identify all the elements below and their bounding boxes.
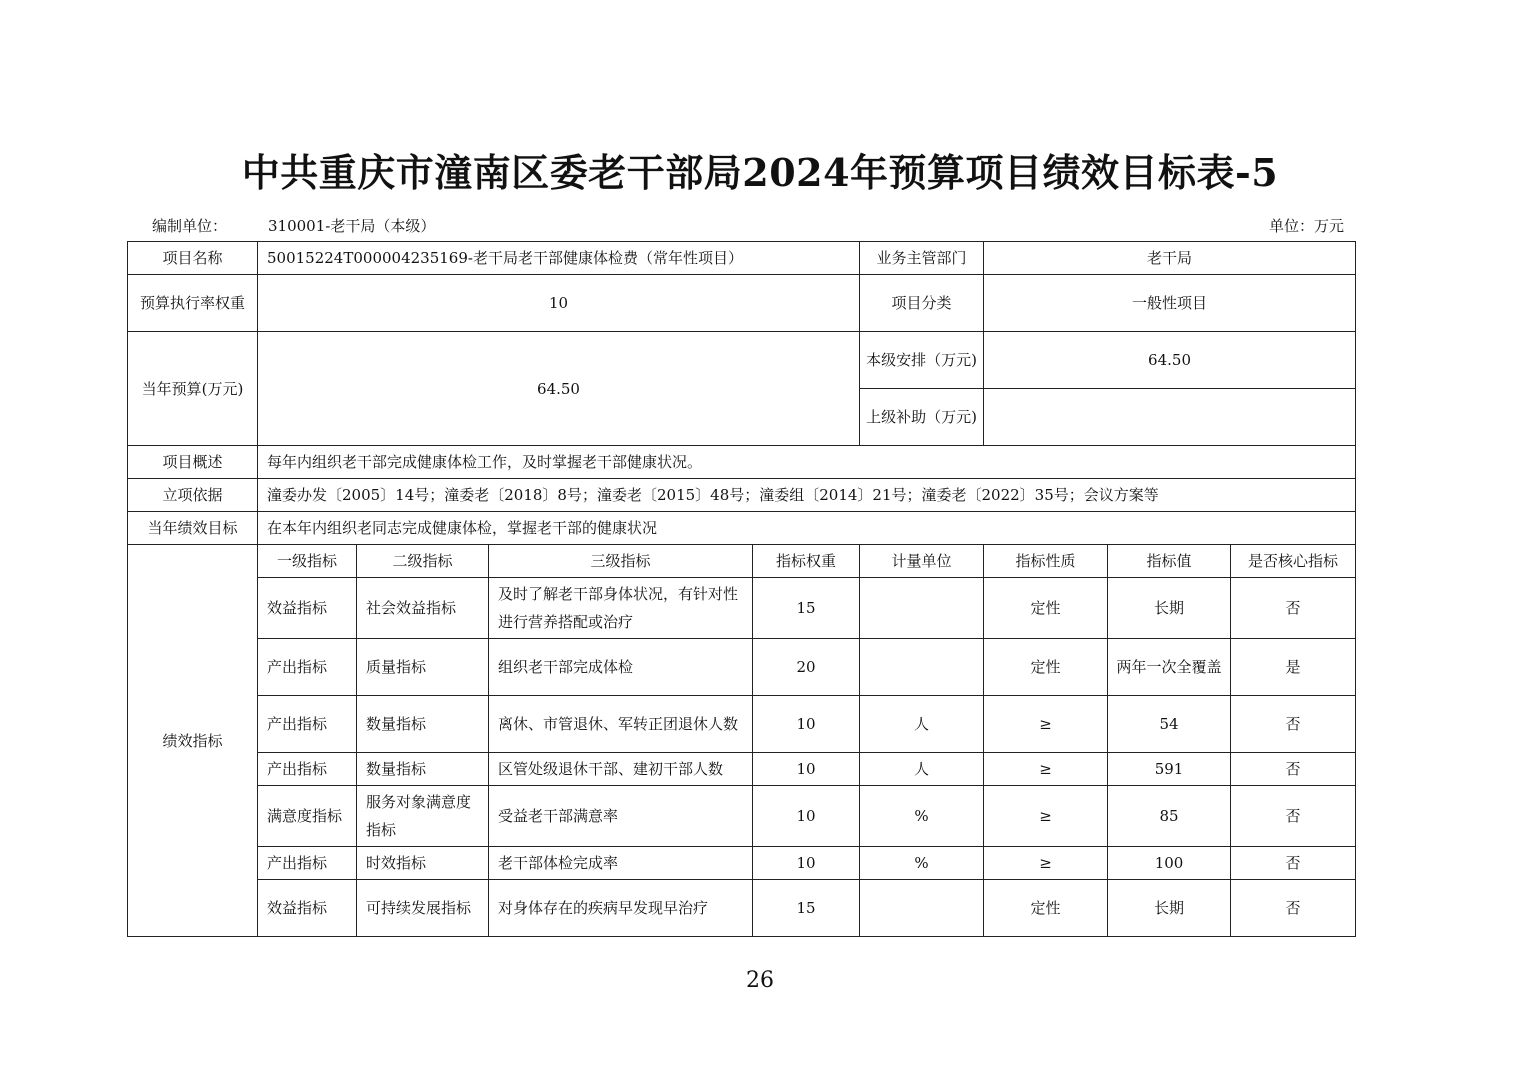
- project-name-value: 50015224T000004235169-老干局老干部健康体检费（常年性项目）: [258, 242, 860, 275]
- table-row: [128, 786, 1356, 847]
- goal-value: 在本年内组织老同志完成健康体检，掌握老干部的健康状况: [258, 512, 1356, 545]
- cell-level2: 质量指标: [357, 639, 489, 696]
- cell-level3: 老干部体检完成率: [489, 847, 753, 880]
- overview-label: 项目概述: [128, 446, 258, 479]
- cell-nature: ≥: [984, 786, 1108, 847]
- cell-nature: 定性: [984, 639, 1108, 696]
- cell-nature: 定性: [984, 880, 1108, 937]
- category-label: 项目分类: [860, 275, 984, 332]
- cell-level3: 区管处级退休干部、建初干部人数: [489, 753, 753, 786]
- table-row: [128, 578, 1356, 639]
- cell-nature: 定性: [984, 578, 1108, 639]
- project-name-label: 项目名称: [128, 242, 258, 275]
- cell-unit: [860, 880, 984, 937]
- cell-nature: ≥: [984, 847, 1108, 880]
- upper-label: 上级补助（万元): [860, 389, 984, 446]
- header-value: 指标值: [1108, 545, 1231, 578]
- cell-unit: %: [860, 847, 984, 880]
- cell-level1: 产出指标: [258, 753, 357, 786]
- cell-level1: 效益指标: [258, 880, 357, 937]
- org-value: 310001-老干局（本级）: [268, 217, 436, 235]
- basis-label: 立项依据: [128, 479, 258, 512]
- cell-value: 591: [1108, 753, 1231, 786]
- cell-unit: [860, 639, 984, 696]
- cell-level2: 数量指标: [357, 753, 489, 786]
- local-value: 64.50: [984, 332, 1356, 389]
- table-row: [128, 639, 1356, 696]
- basis-value: 潼委办发〔2005〕14号；潼委老〔2018〕8号；潼委老〔2015〕48号；潼委组〔2014〕21号；潼委老〔2022〕35号；会议方案等: [258, 479, 1356, 512]
- cell-weight: 10: [753, 753, 860, 786]
- weight-value: 10: [258, 275, 860, 332]
- table-row: [128, 696, 1356, 753]
- cell-unit: 人: [860, 696, 984, 753]
- local-label: 本级安排（万元): [860, 332, 984, 389]
- goal-label: 当年绩效目标: [128, 512, 258, 545]
- cell-core: 否: [1231, 786, 1356, 847]
- cell-nature: ≥: [984, 696, 1108, 753]
- org-label: 编制单位：: [152, 217, 228, 235]
- cell-level3: 及时了解老干部身体状况，有针对性进行营养搭配或治疗: [489, 578, 753, 639]
- cell-value: 100: [1108, 847, 1231, 880]
- cell-value: 85: [1108, 786, 1231, 847]
- weight-label: 预算执行率权重: [128, 275, 258, 332]
- cell-core: 否: [1231, 578, 1356, 639]
- cell-core: 否: [1231, 847, 1356, 880]
- table-row: [128, 847, 1356, 880]
- header-unit: 计量单位: [860, 545, 984, 578]
- cell-weight: 15: [753, 880, 860, 937]
- header-nature: 指标性质: [984, 545, 1108, 578]
- cell-level2: 数量指标: [357, 696, 489, 753]
- cell-value: 54: [1108, 696, 1231, 753]
- cell-core: 否: [1231, 696, 1356, 753]
- cell-level1: 产出指标: [258, 847, 357, 880]
- category-value: 一般性项目: [984, 275, 1356, 332]
- cell-unit: 人: [860, 753, 984, 786]
- cell-weight: 10: [753, 696, 860, 753]
- cell-weight: 15: [753, 578, 860, 639]
- header-level1: 一级指标: [258, 545, 357, 578]
- cell-core: 否: [1231, 880, 1356, 937]
- budget-value: 64.50: [258, 332, 860, 446]
- cell-unit: [860, 578, 984, 639]
- cell-core: 否: [1231, 753, 1356, 786]
- cell-level2: 服务对象满意度指标: [357, 786, 489, 847]
- indicators-section-label: 绩效指标: [128, 545, 258, 937]
- cell-unit: %: [860, 786, 984, 847]
- cell-weight: 10: [753, 847, 860, 880]
- cell-level1: 产出指标: [258, 639, 357, 696]
- dept-label: 业务主管部门: [860, 242, 984, 275]
- cell-level3: 受益老干部满意率: [489, 786, 753, 847]
- table-row: [128, 880, 1356, 937]
- page-title: 中共重庆市潼南区委老干部局2024年预算项目绩效目标表-5: [241, 150, 1279, 195]
- performance-table: [127, 241, 1356, 937]
- dept-value: 老干局: [984, 242, 1356, 275]
- header-weight: 指标权重: [753, 545, 860, 578]
- cell-level2: 社会效益指标: [357, 578, 489, 639]
- cell-level3: 组织老干部完成体检: [489, 639, 753, 696]
- cell-value: 长期: [1108, 578, 1231, 639]
- header-level3: 三级指标: [489, 545, 753, 578]
- cell-core: 是: [1231, 639, 1356, 696]
- cell-weight: 20: [753, 639, 860, 696]
- cell-level1: 效益指标: [258, 578, 357, 639]
- header-level2: 二级指标: [357, 545, 489, 578]
- cell-level2: 时效指标: [357, 847, 489, 880]
- upper-value: [984, 389, 1356, 446]
- overview-value: 每年内组织老干部完成健康体检工作，及时掌握老干部健康状况。: [258, 446, 1356, 479]
- cell-value: 两年一次全覆盖: [1108, 639, 1231, 696]
- cell-weight: 10: [753, 786, 860, 847]
- cell-value: 长期: [1108, 880, 1231, 937]
- cell-level3: 离休、市管退休、军转正团退休人数: [489, 696, 753, 753]
- cell-level1: 满意度指标: [258, 786, 357, 847]
- unit-label: 单位：万元: [1268, 217, 1344, 235]
- cell-level2: 可持续发展指标: [357, 880, 489, 937]
- cell-nature: ≥: [984, 753, 1108, 786]
- header-core: 是否核心指标: [1231, 545, 1356, 578]
- budget-label: 当年预算(万元): [128, 332, 258, 446]
- page-number: 26: [746, 968, 774, 993]
- cell-level3: 对身体存在的疾病早发现早治疗: [489, 880, 753, 937]
- table-row: [128, 753, 1356, 786]
- cell-level1: 产出指标: [258, 696, 357, 753]
